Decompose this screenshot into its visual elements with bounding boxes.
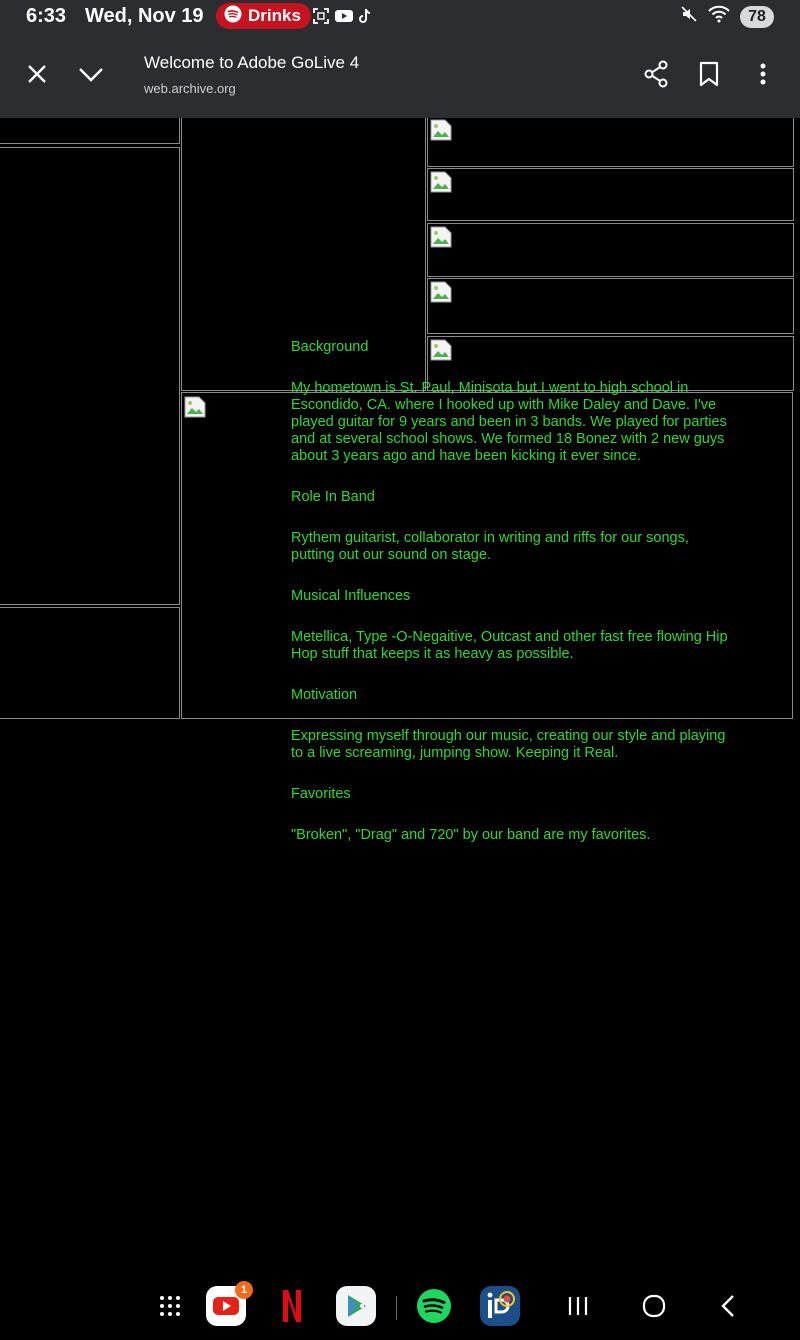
status-date: Wed, Nov 19 [85,5,204,27]
spotify-app-icon [416,1288,452,1329]
section-heading: Background [291,339,369,355]
status-bar [0,0,800,34]
ibispaint-app-button[interactable] [478,1286,522,1330]
screenshot-icon [312,7,330,25]
bookmark-button[interactable] [693,60,725,92]
spotify-icon [224,5,242,28]
image-cell [427,223,794,277]
image-cell [427,118,794,167]
left-frame-top [0,118,180,144]
close-button[interactable] [21,60,53,92]
section-body: Rythem guitarist, collaborator in writing and riffs for our songs, putting out our sound on stage. [291,530,689,563]
section-heading: Favorites [291,786,351,802]
tiktok-icon [356,7,374,25]
youtube-icon [334,7,352,25]
minimize-button[interactable] [75,60,107,92]
home-icon [642,1294,666,1323]
bookmark-icon [699,61,719,92]
navigation-bar [0,1278,800,1340]
broken-image-icon [430,171,452,193]
recents-button[interactable] [556,1286,600,1330]
broken-image-icon [430,119,452,141]
play-games-app-icon [335,1285,377,1332]
web-page-content [0,118,800,1278]
play-games-app-button[interactable] [334,1286,378,1330]
left-frame-bottom [0,607,180,719]
section-heading: Musical Influences [291,588,411,604]
share-icon [643,60,669,93]
back-icon [719,1294,737,1323]
section-body: "Broken", "Drag" and 720" by our band are my favorites. [291,827,651,843]
youtube-app-icon [205,1285,247,1332]
image-cell [427,278,794,334]
share-button[interactable] [640,60,672,92]
back-button[interactable] [706,1286,750,1330]
netflix-app-icon [280,1289,304,1328]
page-url[interactable]: web.archive.org [144,81,236,96]
more-options-button[interactable] [747,60,779,92]
status-right [680,5,774,28]
broken-image-icon [430,281,452,303]
app-drawer-button[interactable] [148,1286,192,1330]
section-body: My hometown is St. Paul, Minisota but I went to high school in Escondido, CA. where I hooked up with Mike Daley and Dave. I've played guitar for 9 years and been in 3 bands. We played for parties and at several school shows. We formed 18 Bonez with 2 new guys about 3 years ago and have been kicking it ever since. [291,380,727,464]
mute-icon [680,5,698,28]
spotify-app-button[interactable] [412,1286,456,1330]
ibispaint-app-icon [479,1285,521,1332]
youtube-app-button[interactable] [204,1283,248,1330]
wifi-icon [708,5,730,28]
left-frame-middle [0,147,180,605]
home-button[interactable] [632,1286,676,1330]
status-time: 6:33 [26,5,67,27]
browser-toolbar [0,34,800,119]
broken-image-icon [430,226,452,248]
section-body: Metellica, Type -O-Negaitive, Outcast and other fast free flowing Hip Hop stuff that keeps it as heavy as possible. [291,629,728,662]
section-body: Expressing myself through our music, creating our style and playing to a live screaming, jumping show. Keeping it Real. [291,728,726,761]
media-pill[interactable] [216,3,311,29]
notification-badge: 1 [235,1281,253,1299]
notification-icons [312,7,374,25]
battery-indicator: 78 [740,6,774,28]
app-drawer-icon [158,1294,182,1323]
section-heading: Role In Band [291,489,375,505]
taskbar-divider [396,1296,397,1320]
more-vert-icon [759,62,767,91]
close-icon [26,63,48,90]
netflix-app-button[interactable] [270,1286,314,1330]
page-title: Welcome to Adobe GoLive 4 [144,53,360,72]
broken-image-icon [184,396,206,418]
media-pill-label: Drinks [248,6,301,25]
image-cell [427,168,794,221]
bio-text [291,339,736,844]
recents-icon [567,1295,589,1322]
section-heading: Motivation [291,687,358,703]
chevron-down-icon [78,63,104,90]
